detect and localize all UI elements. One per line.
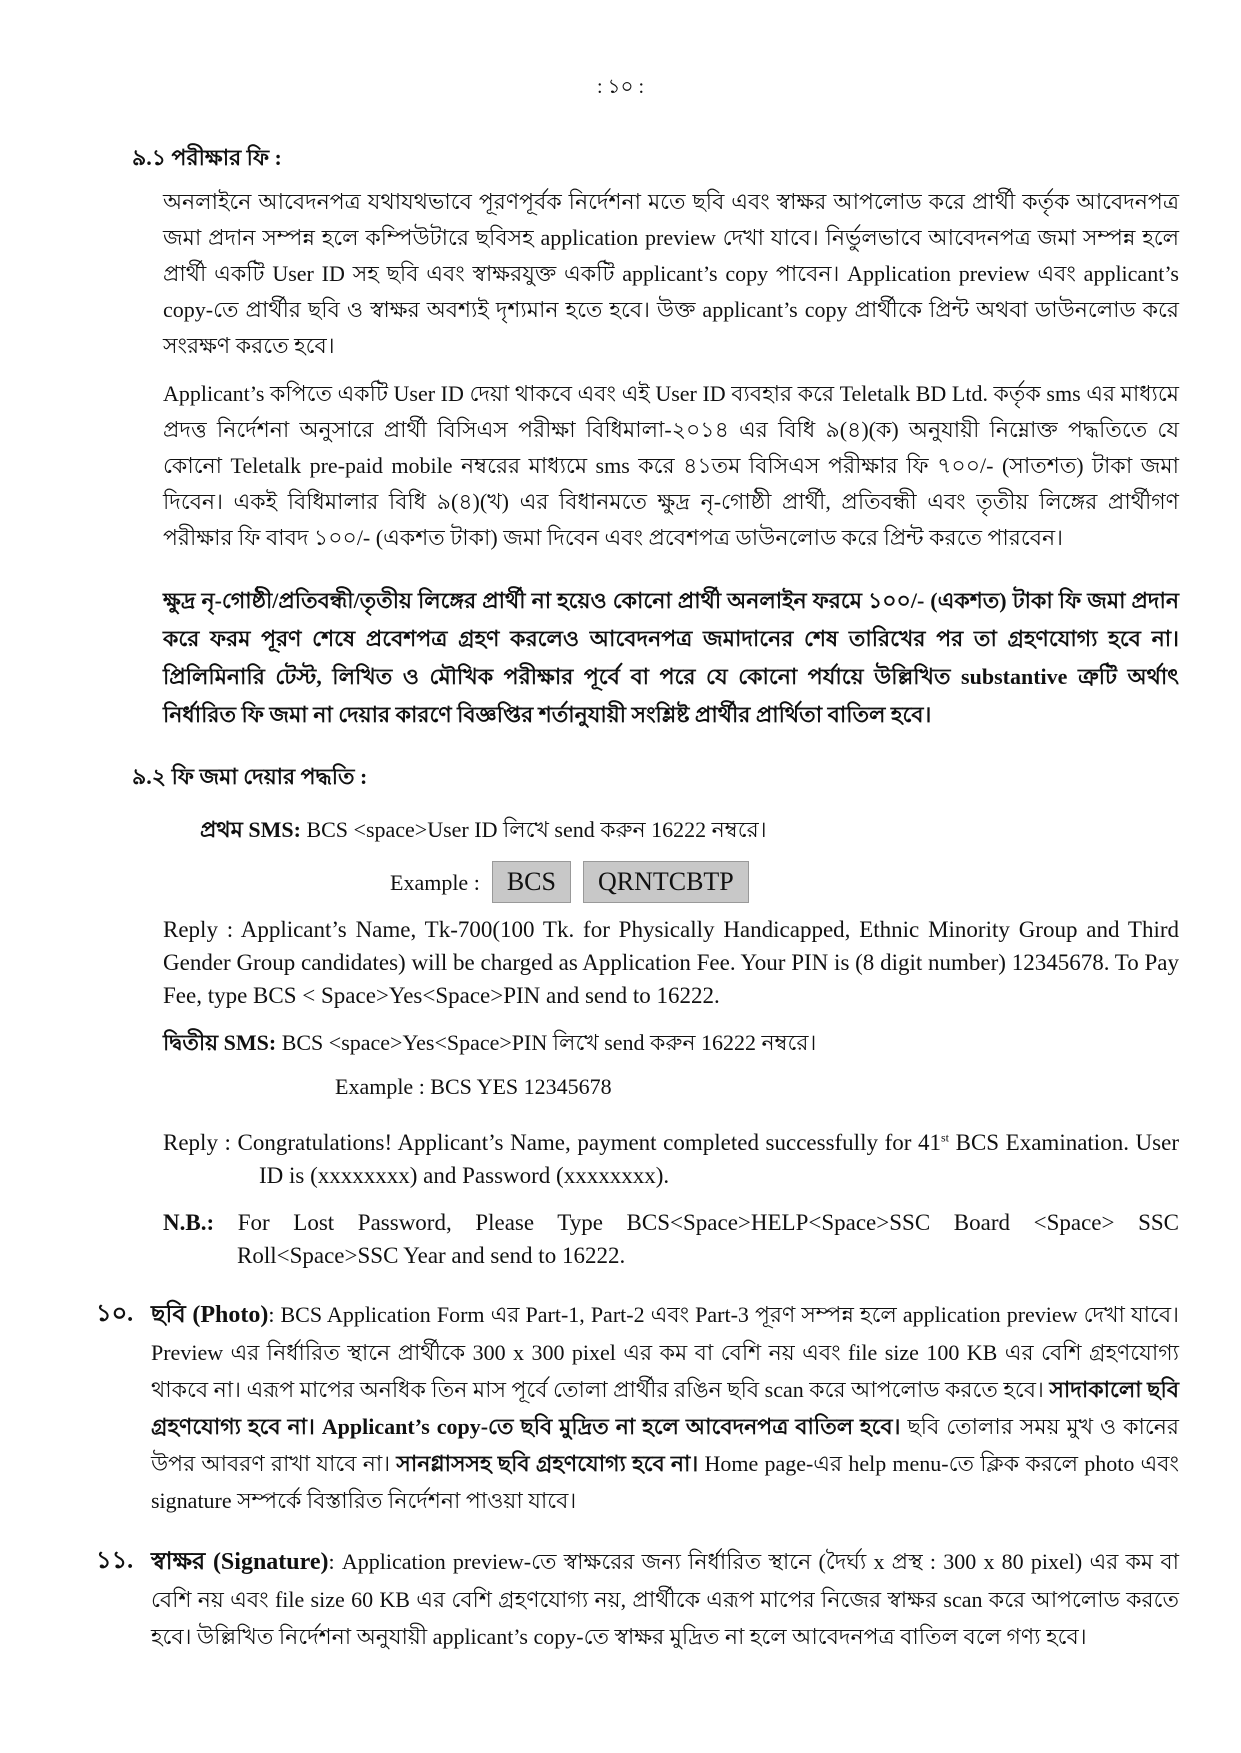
photo-text-1: : BCS Application Form এর Part-1, Part-2 এবং Part-3 পূরণ সম্পন্ন হলে application preview দেখা যাবে। Preview এর নির্ধারিত স্থানে প্রার্থীকে 300 x 300 pixel এর কম বা বেশি নয় এবং file size 100 KB এর বেশি গ্রহণযোগ্য থাকবে না। এরূপ মাপের অনধিক তিন মাস পূর্বে তোলা প্রার্থীর রঙিন ছবি scan করে আপলোড করতে হবে। [151,1302,1179,1402]
reply-1: Reply : Applicant’s Name, Tk-700(100 Tk. for Physically Handicapped, Ethnic Minority Group and Third Gender Group candidates) will be charged as Application Fee. Your PIN is (8 digit number) 12345678. To Pay Fee, type BCS < Space>Yes<Space>PIN and send to 16222. [163,917,1179,1008]
first-sms-text: BCS <space>User ID লিখে send করুন 16222 নম্বরে। [300,817,767,842]
reply-2-text: Reply : Congratulations! Applicant’s Name, payment completed successfully for 41 [163,1130,941,1155]
nb-text: For Lost Password, Please Type BCS<Space>HELP<Space>SSC Board <Space> SSC Roll<Space>SSC Year and send to 16222. [214,1210,1179,1268]
ordinal-suffix: st [940,1130,949,1145]
example-box-bcs: BCS [492,861,571,903]
photo-title: ছবি (Photo) [151,1302,269,1328]
example-label: Example : [390,870,480,895]
photo-text-3: Home page-এর help menu-তে ক্লিক করলে photo এবং signature সম্পর্কে বিস্তারিত নির্দেশনা পাওয়া যাবে। [151,1451,1179,1513]
second-sms-instruction [163,1026,1179,1060]
signature-text: : Application preview-তে স্বাক্ষরের জন্য নির্ধারিত স্থানে (দৈর্ঘ্য x প্রস্থ : 300 x 80 pixel) এর কম বা বেশি নয় এবং file size 60 KB এর বেশি গ্রহণযোগ্য নয়, প্রার্থীকে এরূপ মাপের নিজের স্বাক্ষর scan করে আপলোড করতে হবে। উল্লিখিত নির্দেশনা অনুযায়ী applicant’s copy-তে স্বাক্ষর মুদ্রিত না হলে আবেদনপত্র বাতিল বলে গণ্য হবে। [151,1549,1179,1649]
photo-text-2: ছবি তোলার সময় মুখ ও কানের উপর আবরণ রাখা যাবে না। [151,1414,1179,1476]
photo-section [151,1296,1179,1519]
nb-note [163,1206,1179,1272]
fee-warning-paragraph: ক্ষুদ্র নৃ-গোষ্ঠী/প্রতিবন্ধী/তৃতীয় লিঙ্গের প্রার্থী না হয়েও কোনো প্রার্থী অনলাইন ফরমে ১০০/- (একশত) টাকা ফি জমা প্রদান করে ফরম পূরণ শেষে প্রবেশপত্র গ্রহণ করলেও আবেদনপত্র জমাদানের শেষ তারিখের পর তা গ্রহণযোগ্য হবে না। প্রিলিমিনারি টেস্ট, লিখিত ও মৌখিক পরীক্ষার পূর্বে বা পরে যে কোনো পর্যায়ে উল্লিখিত substantive ত্রুটি অর্থাৎ নির্ধারিত ফি জমা না দেয়ার কারণে বিজ্ঞপ্তির শর্তানুযায়ী সংশ্লিষ্ট প্রার্থীর প্রার্থিতা বাতিল হবে। [163,588,1179,727]
section-11-number: ১১. [96,1548,134,1574]
signature-section-block [96,1543,1179,1655]
photo-section-block [96,1296,1179,1519]
first-sms-label: প্রথম SMS: [200,817,301,842]
fee-paragraph-2: Applicant’s কপিতে একটি User ID দেয়া থাকবে এবং এই User ID ব্যবহার করে Teletalk BD Ltd. কর্তৃক sms এর মাধ্যমে প্রদত্ত নির্দেশনা অনুসারে প্রার্থী বিসিএস পরীক্ষা বিধিমালা-২০১৪ এর বিধি ৯(৪)(ক) অনুযায়ী নিম্নোক্ত পদ্ধতিতে যে কোনো Teletalk pre-paid mobile নম্বরের মাধ্যমে sms করে ৪১তম বিসিএস পরীক্ষার ফি ৭০০/- (সাতশত) টাকা জমা দিবেন। একই বিধিমালার বিধি ৯(৪)(খ) এর বিধানমতে ক্ষুদ্র নৃ-গোষ্ঠী প্রার্থী, প্রতিবন্ধী এবং তৃতীয় লিঙ্গের প্রার্থীগণ পরীক্ষার ফি বাবদ ১০০/- (একশত টাকা) জমা দিবেন এবং প্রবেশপত্র ডাউনলোড করে প্রিন্ট করতে পারবেন। [163,381,1179,550]
section-9-2-heading: ৯.২ ফি জমা দেয়ার পদ্ধতি : [132,764,368,789]
reply-2 [163,1126,1179,1192]
first-sms-instruction [200,813,1179,847]
example-row [390,861,1179,903]
photo-bold-2: সানগ্লাসসহ ছবি গ্রহণযোগ্য হবে না। [396,1451,699,1476]
signature-section [151,1543,1179,1655]
photo-bold-1: সাদাকালো ছবি গ্রহণযোগ্য হবে না। Applicant’s copy-তে ছবি মুদ্রিত না হলে আবেদনপত্র বাতিল হবে। [151,1377,1180,1439]
page-number: : ১০ : [596,76,645,98]
fee-paragraph-1: অনলাইনে আবেদনপত্র যথাযথভাবে পূরণপূর্বক নির্দেশনা মতে ছবি এবং স্বাক্ষর আপলোড করে প্রার্থী কর্তৃক আবেদনপত্র জমা প্রদান সম্পন্ন হলে কম্পিউটারে ছবিসহ application preview দেখা যাবে। নির্ভুলভাবে আবেদনপত্র জমা সম্পন্ন হলে প্রার্থী একটি User ID সহ ছবি এবং স্বাক্ষরযুক্ত একটি applicant’s copy পাবেন। Application preview এবং applicant’s copy-তে প্রার্থীর ছবি ও স্বাক্ষর অবশ্যই দৃশ্যমান হতে হবে। উক্ত applicant’s copy প্রার্থীকে প্রিন্ট অথবা ডাউনলোড করে সংরক্ষণ করতে হবে। [163,189,1179,358]
example-box-userid: QRNTCBTP [583,861,749,903]
section-9-1-heading: ৯.১ পরীক্ষার ফি : [132,145,282,170]
reply-2-text-end: BCS Examination. User ID is (xxxxxxxx) and Password (xxxxxxxx). [259,1130,1179,1188]
example-2: Example : BCS YES 12345678 [335,1074,612,1099]
signature-title: স্বাক্ষর (Signature) [151,1549,329,1575]
nb-label: N.B.: [163,1210,215,1235]
section-10-number: ১০. [96,1301,134,1327]
second-sms-text: BCS <space>Yes<Space>PIN লিখে send করুন 16222 নম্বরে। [276,1030,817,1055]
second-sms-label: দ্বিতীয় SMS: [163,1030,277,1055]
